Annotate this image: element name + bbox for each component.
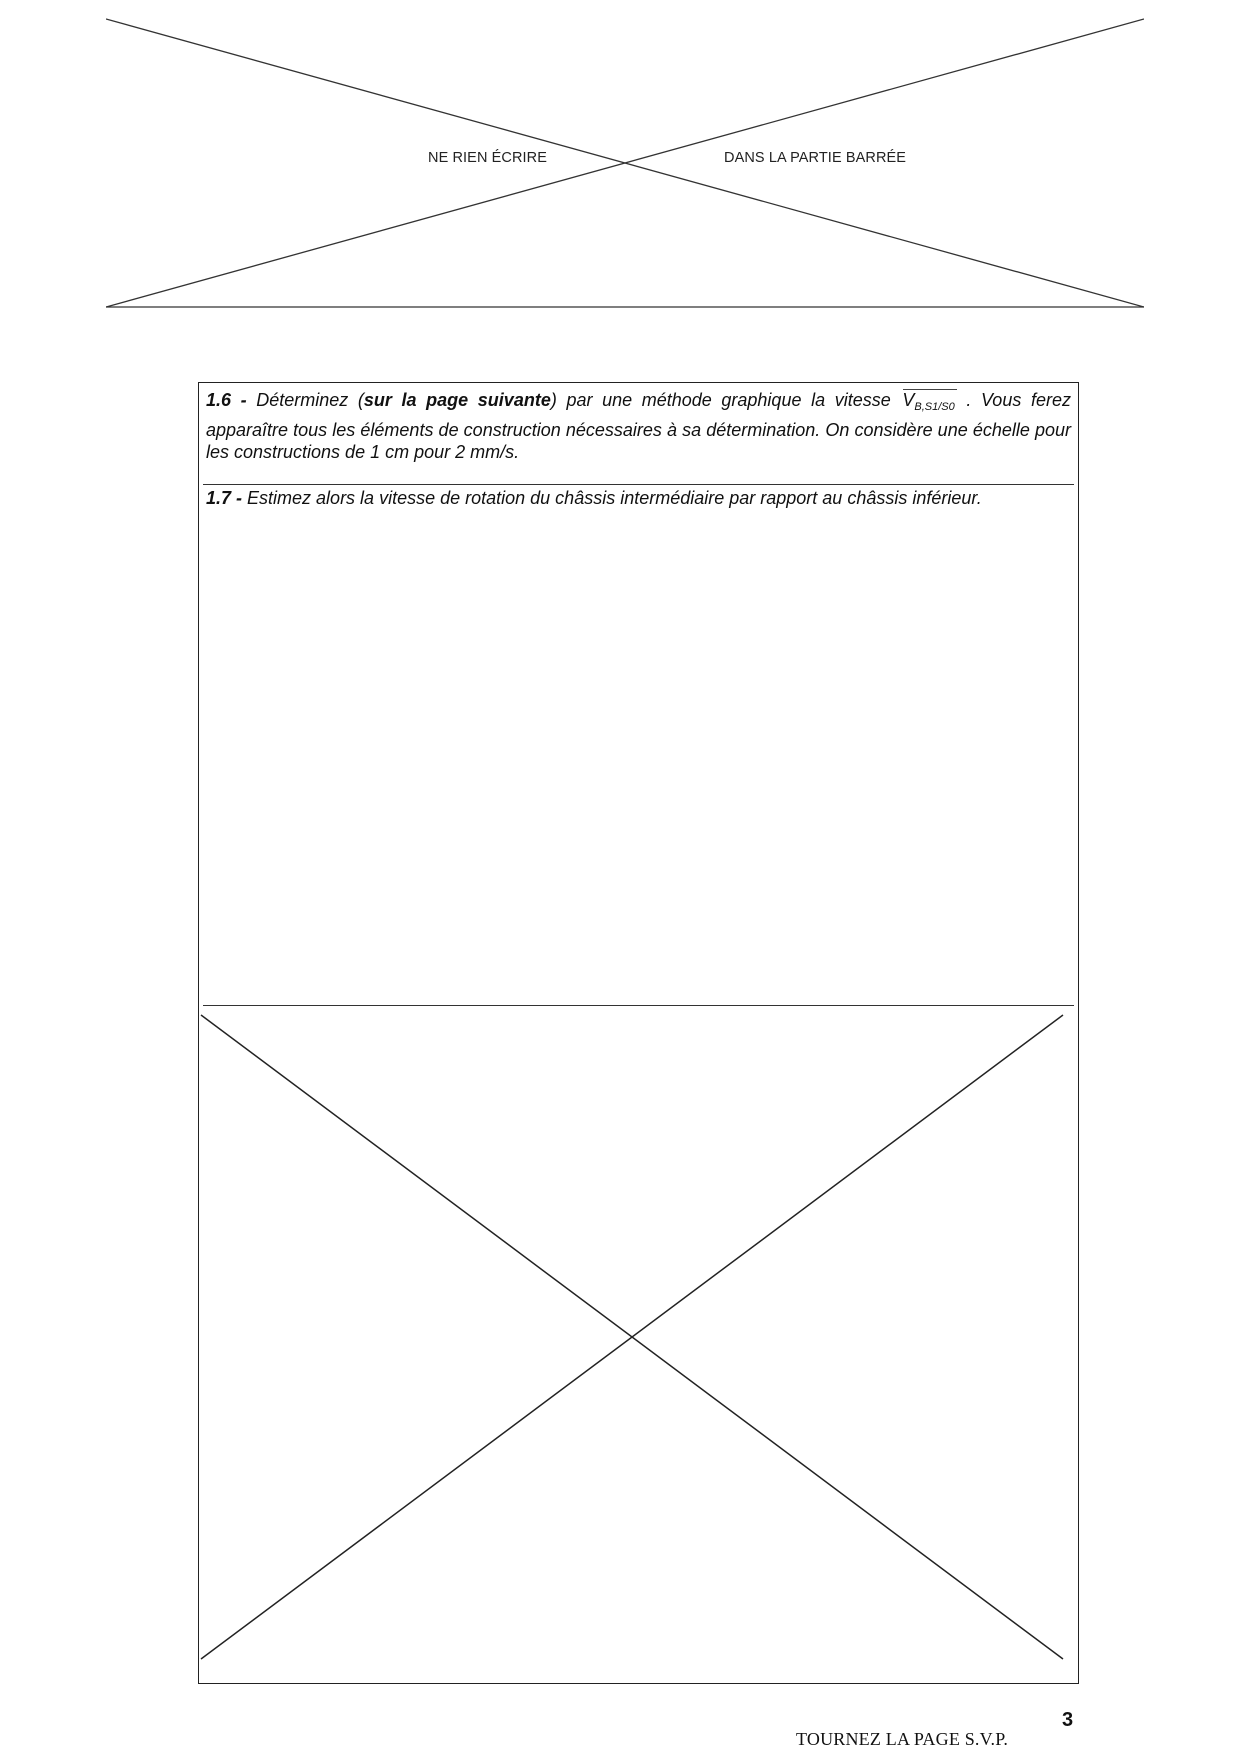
question-1-6	[206, 389, 1071, 464]
question-emphasis: sur la page suivante	[363, 390, 551, 410]
question-1-7	[206, 487, 1071, 510]
question-number: 1.7 -	[206, 488, 243, 508]
vector-letter: V	[902, 390, 915, 410]
bottom-cross-lines	[198, 1005, 1079, 1684]
crossed-out-bottom-zone	[198, 1005, 1079, 1684]
header-warning-right: DANS LA PARTIE BARRÉE	[724, 150, 907, 166]
vector-velocity-symbol	[900, 389, 956, 419]
question-text: Déterminez (	[246, 390, 364, 410]
question-text: . Vous ferez apparaître tous les éléments de construction nécessaires à sa détermination. On considère une échelle pour les constructions de 1 cm pour 2 mm/s.	[206, 390, 1071, 462]
crossed-out-header-zone	[106, 18, 1144, 308]
header-warning-left: NE RIEN ÉCRIRE	[428, 150, 548, 166]
question-separator	[203, 484, 1074, 485]
vector-subscript: B,S1/S0	[914, 401, 955, 413]
page-number: 3	[1062, 1709, 1074, 1731]
vector-arrow-icon	[903, 389, 956, 391]
turn-page-instruction: TOURNEZ LA PAGE S.V.P.	[796, 1729, 1009, 1749]
header-cross-lines	[106, 18, 1144, 308]
question-text: ) par une méthode graphique la vitesse	[550, 390, 901, 410]
question-number: 1.6 -	[206, 390, 247, 410]
question-text: Estimez alors la vitesse de rotation du châssis intermédiaire par rapport au châssis inférieur.	[242, 488, 982, 508]
